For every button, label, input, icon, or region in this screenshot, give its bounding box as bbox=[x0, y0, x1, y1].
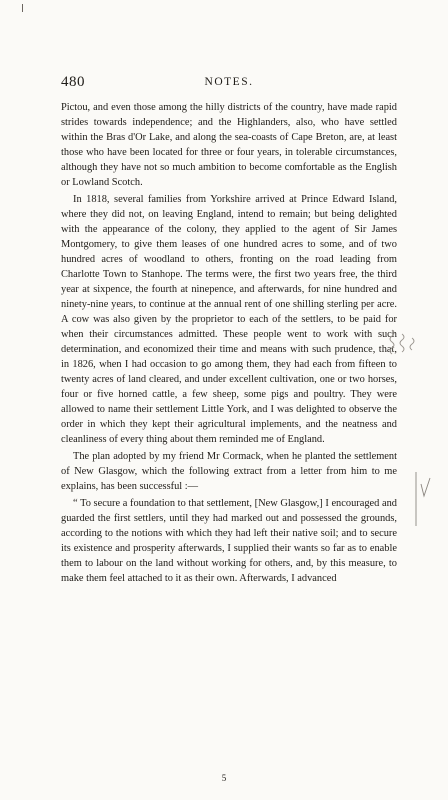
page-number: 480 bbox=[61, 74, 85, 90]
paragraph-continued: Pictou, and even those among the hilly districts of the country, have made rapid strides towards independence; and the Highlanders, also, who have settled within the Bras d'Or Lake, and along the sea-coasts of Cape Breton, are, at least those who have been located for three or four years, in tolerable circumstances, although they have not so much ambition to become comfortable as the English or Lowland Scotch. bbox=[61, 102, 397, 188]
body-text bbox=[61, 100, 397, 586]
signature-mark: 5 bbox=[221, 773, 227, 783]
paragraph-quotation: “ To secure a foundation to that settlement, [New Glasgow,] I encouraged and guarded the first settlers, until they had marked out and possessed the grounds, according to the notions with which they had left their native soil; and to secure its existence and prosperity afterwards, I supplied their wants so far as to enable them to labour on the land without working for others, and, by this measure, to make them feel attached to it as their own. Afterwards, I advanced bbox=[61, 498, 397, 584]
gutter-mark bbox=[22, 4, 33, 12]
pencil-bracket-icon bbox=[413, 470, 435, 530]
paragraph-yorkshire: In 1818, several families from Yorkshire arrived at Prince Edward Island, where they did not, on leaving England, intend to remain; but being delighted with the appearance of the colony, they applied to the agent of Sir James Montgomery, to give them leases of one hundred acres to some, and of two hundred acres of woodland to others, fronting on the road leading from Charlotte Town to Stanhope. The terms were, the first two years free, the third year at sixpence, the fourth at ninepence, and afterwards, for nine hundred and ninety-nine years, to continue at the annual rent of one shilling sterling per acre. A cow was also given by the proprietor to each of the settlers, to be paid for when their circumstances admitted. These people went to work with such determination, and economized their time and means with such prudence, that, in 1826, when I had occasion to go among them, they had each from fifteen to twenty acres of land cleared, and under excellent cultivation, one or two horses, four or five horned cattle, a few sheep, some pigs and poultry. They were allowed to name their settlement Little York, and I was delighted to observe the order in which they kept their agricultural implements, and the neatness and cleanliness of every thing about them reminded me of England. bbox=[61, 194, 397, 445]
running-head: NOTES. bbox=[204, 76, 254, 88]
page-header bbox=[61, 74, 397, 92]
pencil-margin-mark-icon bbox=[388, 326, 428, 366]
paragraph-cormack: The plan adopted by my friend Mr Cormack, when he planted the settlement of New Glasgow, which the following extract from a letter from him to me explains, has been successful :— bbox=[61, 451, 397, 492]
